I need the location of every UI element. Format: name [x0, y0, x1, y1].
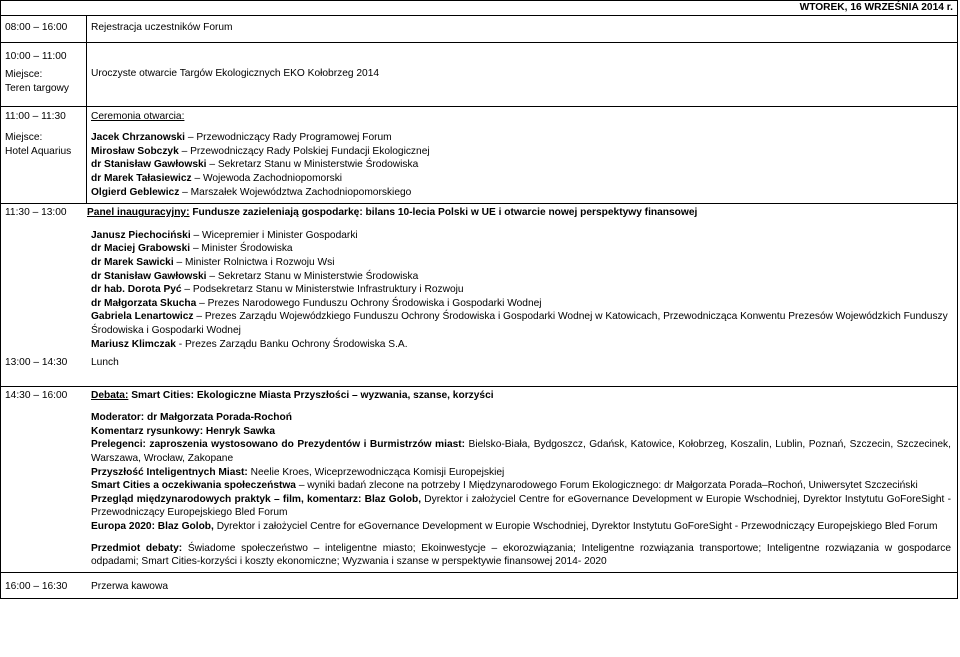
panel-person [91, 270, 953, 284]
ceremony-person [91, 172, 953, 186]
person-name: Gabriela Lenartowicz [91, 311, 194, 323]
debate-row [1, 386, 958, 572]
person-name: Mariusz Klimczak [91, 338, 176, 350]
person-role: – Przewodniczący Rady Programowej Forum [187, 132, 392, 144]
panel-person [91, 242, 953, 256]
coffee-row [1, 572, 958, 599]
future-text: Neelie Kroes, Wiceprzewodnicząca Komisji Europejskiej [250, 466, 505, 478]
lunch-time: 13:00 – 14:30 [5, 357, 68, 369]
europa-text: Dyrektor i założyciel Centre for eGovernance Development w Europie Wschodniej, Dyrektor Instytutu GoForeSight - Przewodniczący Europejskiego Bled Forum [216, 521, 938, 533]
person-role: - Prezes Zarządu Banku Ochrony Środowiska S.A. [178, 338, 408, 350]
person-role: – Przewodniczący Rady Polskiej Fundacji Ekologicznej [181, 145, 430, 157]
ceremony-place: Hotel Aquarius [5, 145, 72, 157]
registration-row [1, 16, 958, 43]
panel-row [1, 204, 958, 387]
ceremony-place-label: Miejsce: [5, 132, 43, 144]
smart-text: – wyniki badań zlecone na potrzeby I Międzynarodowego Forum Ekologicznego: dr Małgorzata Porada–Rochoń, Uniwersytet Szczeciński [298, 480, 918, 492]
person-name: dr Maciej Grabowski [91, 243, 191, 255]
debate-label: Debata: [91, 389, 129, 401]
panel-person [91, 297, 953, 311]
person-role: – Marszałek Województwa Zachodniopomorskiego [182, 186, 412, 198]
ceremony-time: 11:00 – 11:30 [5, 110, 66, 122]
future-label: Przyszłość Inteligentnych Miast: [91, 466, 248, 478]
person-name: dr hab. Dorota Pyć [91, 284, 182, 296]
person-name: dr Marek Sawicki [91, 256, 174, 268]
debate-intl [91, 493, 951, 520]
smart-label: Smart Cities a oczekiwania społeczeństwa [91, 480, 296, 492]
ceremony-person [91, 186, 953, 200]
person-role: – Minister Rolnictwa i Rozwoju Wsi [176, 256, 335, 268]
ceremony-row [1, 106, 958, 204]
date-header-row [1, 1, 958, 16]
person-name: dr Stanisław Gawłowski [91, 159, 207, 171]
intl-label: Przegląd międzynarodowych praktyk – film, komentarz: Blaz Golob, [91, 493, 422, 505]
ceremony-person [91, 158, 953, 172]
person-name: dr Marek Tałasiewicz [91, 172, 192, 184]
ceremony-person [91, 131, 953, 145]
date-header: WTOREK, 16 WRZEŚNIA 2014 r. [1, 1, 958, 16]
opening-row [1, 42, 958, 106]
registration-title: Rejestracja uczestników Forum [87, 16, 958, 43]
person-role: – Wicepremier i Minister Gospodarki [193, 229, 358, 241]
person-name: Jacek Chrzanowski [91, 132, 185, 144]
subject-label: Przedmiot debaty: [91, 542, 183, 554]
lunch-title: Lunch [91, 357, 119, 369]
panel-person [91, 283, 953, 297]
opening-place: Teren targowy [5, 82, 69, 94]
opening-place-label: Miejsce: [5, 69, 43, 81]
opening-title: Uroczyste otwarcie Targów Ekologicznych EKO Kołobrzeg 2014 [91, 68, 380, 80]
debate-comment: Komentarz rysunkowy: Henryk Sawka [91, 425, 276, 437]
intl-text: Dyrektor i założyciel Centre for eGovernance Development w Europie Wschodniej, Dyrektor Instytutu GoForeSight - Przewodniczący Europejskiego Bled Forum [91, 493, 951, 519]
debate-smart [91, 479, 951, 493]
debate-title: Smart Cities: Ekologiczne Miasta Przyszłości – wyzwania, szanse, korzyści [131, 389, 494, 401]
panel-label: Panel inauguracyjny: [87, 207, 190, 219]
coffee-title: Przerwa kawowa [91, 580, 168, 592]
person-role: – Wojewoda Zachodniopomorski [194, 172, 343, 184]
person-name: Olgierd Geblewicz [91, 186, 180, 198]
person-name: Mirosław Sobczyk [91, 145, 179, 157]
debate-details [91, 411, 951, 569]
coffee-time: 16:00 – 16:30 [5, 580, 68, 592]
debate-prelegenci [91, 438, 951, 465]
debate-future [91, 466, 951, 480]
prelegenci-label: Prelegenci: zaproszenia wystosowano do Prezydentów i Burmistrzów miast: [91, 439, 466, 451]
opening-time: 10:00 – 11:00 [5, 50, 67, 62]
panel-title: Fundusze zazieleniają gospodarkę: bilans 10-lecia Polski w UE i otwarcie nowej perspektywy finansowej [192, 207, 698, 219]
debate-time: 14:30 – 16:00 [5, 389, 68, 401]
panel-people [91, 229, 953, 351]
debate-europa [91, 520, 951, 534]
debate-heading [5, 389, 953, 403]
ceremony-people [91, 131, 953, 199]
debate-moderator: Moderator: dr Małgorzata Porada-Rochoń [91, 412, 292, 424]
registration-time: 08:00 – 16:00 [1, 16, 87, 43]
ceremony-title: Ceremonia otwarcia: [91, 110, 185, 122]
ceremony-person [91, 145, 953, 159]
panel-heading [5, 206, 953, 220]
debate-subject [91, 542, 951, 569]
person-role: – Prezes Narodowego Funduszu Ochrony Środowiska i Gospodarki Wodnej [199, 297, 542, 309]
person-role: – Minister Środowiska [192, 243, 293, 255]
person-role: – Prezes Zarządu Wojewódzkiego Funduszu Ochrony Środowiska i Gospodarki Wodnej w Katowicach, Przewodnicząca Konwentu Prezesów Wojewódzkich Funduszy Środowiska i Gospodarki Wodnej [91, 311, 948, 336]
person-name: Janusz Piechociński [91, 229, 191, 241]
person-role: – Sekretarz Stanu w Ministerstwie Środowiska [209, 159, 419, 171]
person-name: dr Małgorzata Skucha [91, 297, 197, 309]
panel-person [91, 338, 953, 352]
europa-label: Europa 2020: Blaz Golob, [91, 521, 214, 533]
subject-text: Świadome społeczeństwo – inteligentne miasto; Ekoinwestycje – ekorozwiązania; Inteligentne rozwiązania transportowe; Inteligentne rozwiązania w gospodarce odpadami; Smart Cities-korzyści i koszty ekonomiczne; Wyzwania i szanse w perspektywie finansowej 2014- 2020 [91, 542, 951, 568]
panel-time: 11:30 – 13:00 [5, 207, 67, 219]
prelegenci-text: Bielsko-Biała, Bydgoszcz, Gdańsk, Katowice, Kołobrzeg, Koszalin, Lublin, Poznań, Szczecin, Szczecinek, Warszawa, Wrocław, Zakopane [91, 439, 951, 465]
panel-person [91, 229, 953, 243]
panel-person [91, 256, 953, 270]
lunch-line [5, 356, 953, 370]
person-name: dr Stanisław Gawłowski [91, 270, 207, 282]
panel-person [91, 310, 953, 337]
person-role: – Podsekretarz Stanu w Ministerstwie Infrastruktury i Rozwoju [184, 284, 464, 296]
person-role: – Sekretarz Stanu w Ministerstwie Środowiska [209, 270, 419, 282]
